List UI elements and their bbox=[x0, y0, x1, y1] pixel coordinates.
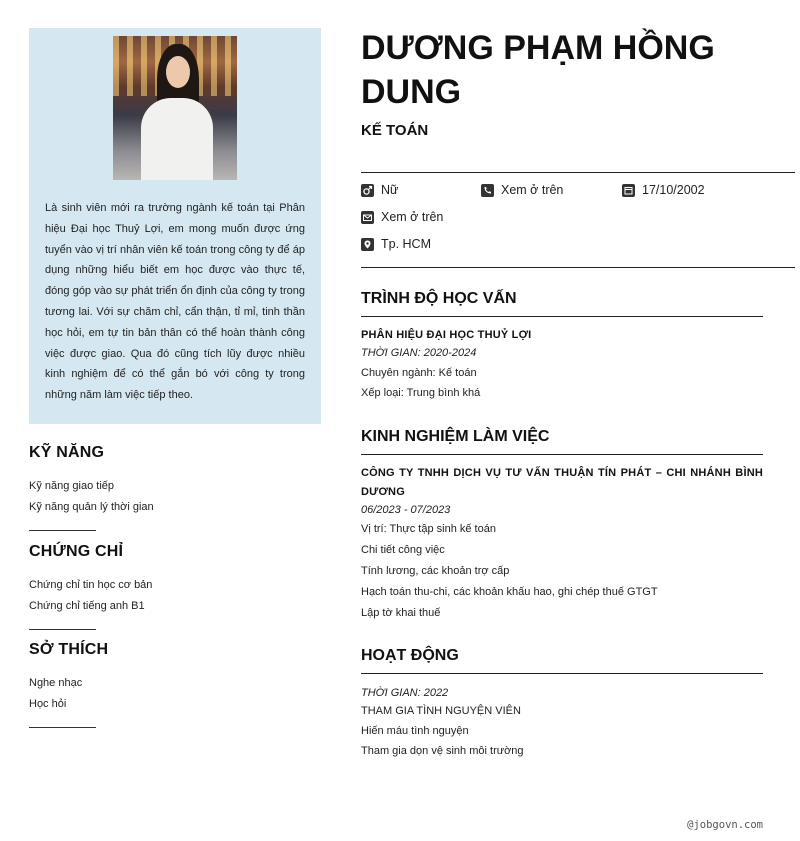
divider bbox=[29, 629, 96, 630]
list-item: Chứng chỉ tin học cơ bản bbox=[29, 579, 153, 591]
email-info bbox=[361, 210, 443, 224]
phone-info bbox=[481, 183, 563, 197]
list-item: Kỹ năng giao tiếp bbox=[29, 480, 115, 492]
education-title: TRÌNH ĐỘ HỌC VẤN bbox=[361, 290, 517, 307]
about-text: Là sinh viên mới ra trường ngành kế toán tại Phân hiệu Đại học Thuỷ Lợi, em mong muốn được ứng tuyển vào vị trí nhân viên kế toán trong công ty để áp dụng những hiểu biết em học được vào thực tế, đóng góp vào sự phát triển ổn định của công ty trong tương lai. Với sự chăm chỉ, cẩn thận, tỉ mỉ, tinh thần học hỏi, em tự tin bản thân có thể hoàn thành công việc được giao. Qua đó cũng tích lũy được nhiều kinh nghiệm để có thể gắn bó với công ty trong những năm làm việc tiếp theo. bbox=[45, 202, 305, 402]
education-time: THỜI GIAN: 2020-2024 bbox=[361, 347, 477, 359]
list-item: Lập tờ khai thuế bbox=[361, 607, 441, 619]
gender-icon bbox=[361, 184, 374, 197]
education-grade: Xếp loại: Trung bình khá bbox=[361, 387, 481, 399]
skills-section bbox=[29, 444, 321, 531]
experience-position: Vị trí: Thực tập sinh kế toán bbox=[361, 523, 496, 535]
list-item: Hạch toán thu-chi, các khoản khấu hao, ghi chép thuế GTGT bbox=[361, 586, 658, 598]
school-name: PHÂN HIỆU ĐẠI HỌC THUỶ LỢI bbox=[361, 329, 532, 341]
list-item: Tính lương, các khoản trợ cấp bbox=[361, 565, 510, 577]
birthday-value: 17/10/2002 bbox=[642, 183, 705, 197]
list-item: Tham gia dọn vệ sinh môi trường bbox=[361, 745, 524, 757]
education-major: Chuyên ngành: Kế toán bbox=[361, 367, 477, 379]
full-name: DƯƠNG PHẠM HỒNG DUNG bbox=[361, 29, 715, 111]
list-item: Nghe nhạc bbox=[29, 677, 83, 689]
divider bbox=[29, 727, 96, 728]
email-icon bbox=[361, 211, 374, 224]
hobbies-title: SỞ THÍCH bbox=[29, 641, 109, 658]
list-item: Chứng chỉ tiếng anh B1 bbox=[29, 599, 145, 612]
certificates-section bbox=[29, 543, 321, 630]
list-item: Chi tiết công việc bbox=[361, 544, 445, 556]
calendar-icon bbox=[622, 184, 635, 197]
job-title: KẾ TOÁN bbox=[361, 122, 429, 139]
list-item: THAM GIA TÌNH NGUYỆN VIÊN bbox=[361, 705, 521, 717]
divider bbox=[361, 316, 763, 317]
activities-title: HOẠT ĐỘNG bbox=[361, 647, 459, 664]
phone-icon bbox=[481, 184, 494, 197]
skills-title: KỸ NĂNG bbox=[29, 444, 105, 461]
location-icon bbox=[361, 238, 374, 251]
list-item: Hiến máu tình nguyện bbox=[361, 725, 469, 737]
email-value: Xem ở trên bbox=[381, 210, 444, 224]
activities-time: THỜI GIAN: 2022 bbox=[361, 687, 449, 699]
birthday-info bbox=[622, 183, 705, 197]
watermark: @jobgovn.com bbox=[687, 819, 763, 831]
divider bbox=[29, 530, 96, 531]
divider bbox=[361, 267, 795, 268]
divider bbox=[361, 454, 763, 455]
divider bbox=[361, 172, 795, 173]
experience-period: 06/2023 - 07/2023 bbox=[361, 504, 451, 516]
company-name: CÔNG TY TNHH DỊCH VỤ TƯ VẤN THUẬN TÍN PHÁT – CHI NHÁNH BÌNH DƯƠNG bbox=[361, 467, 763, 498]
phone-value: Xem ở trên bbox=[501, 183, 564, 197]
divider bbox=[361, 673, 763, 674]
certificates-title: CHỨNG CHỈ bbox=[29, 543, 124, 560]
gender-value: Nữ bbox=[381, 183, 399, 197]
list-item: Kỹ năng quản lý thời gian bbox=[29, 500, 154, 513]
gender-info bbox=[361, 183, 398, 197]
hobbies-section bbox=[29, 641, 321, 728]
profile-photo bbox=[113, 36, 237, 180]
experience-title: KINH NGHIỆM LÀM VIỆC bbox=[361, 428, 550, 445]
location-value: Tp. HCM bbox=[381, 237, 431, 251]
profile-panel bbox=[29, 28, 321, 424]
list-item: Học hỏi bbox=[29, 697, 67, 710]
location-info bbox=[361, 237, 431, 251]
